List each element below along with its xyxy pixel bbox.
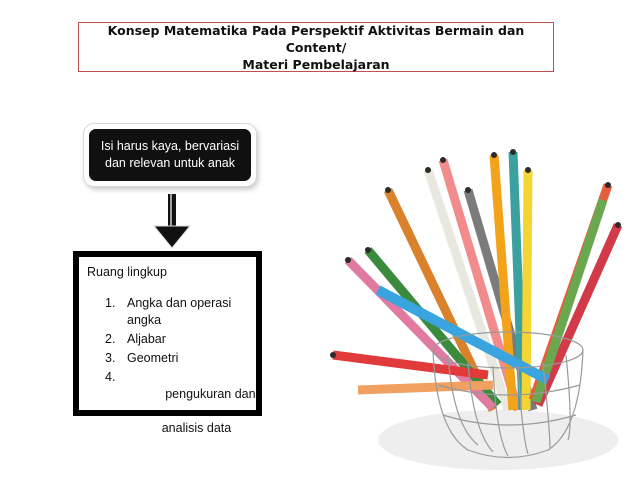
down-arrow-icon [152,194,192,250]
scope-list-item [105,350,255,367]
scope-item-number: 4. [105,370,116,384]
scope-list-item [105,295,255,329]
scope-heading: Ruang lingkup [87,265,167,279]
content-callout-inner [89,129,251,181]
scope-item-line-2: analisis data [161,421,232,435]
scope-item-text [127,369,256,454]
scope-list [105,295,255,456]
scope-list-item [105,369,255,454]
scope-list-item [105,331,255,348]
callout-line-1: Isi harus kaya, bervariasi [100,139,240,153]
content-callout [84,124,256,186]
scope-box [73,251,262,435]
colored-pencils-photo [318,140,638,478]
scope-item-line-1: Aljabar [127,332,166,346]
slide-title-line-2: Materi Pembelajaran [242,56,390,72]
scope-item-line-1: Geometri [127,351,179,365]
scope-item-line-1: Angka dan operasi [127,296,232,310]
slide-title-box [78,22,554,72]
scope-item-line-2: angka [127,313,162,327]
scope-box-inner [78,256,257,435]
scope-item-number: 2. [105,332,116,346]
scope-item-text [127,295,231,329]
scope-item-number: 3. [105,351,116,365]
callout-line-2: dan relevan untuk anak [105,156,235,170]
slide-title-line-1: Konsep Matematika Pada Perspektif Aktivitas Bermain dan Content/ [107,22,525,55]
scope-item-number: 1. [105,296,116,310]
scope-item-line-1: pengukuran dan [161,387,256,401]
